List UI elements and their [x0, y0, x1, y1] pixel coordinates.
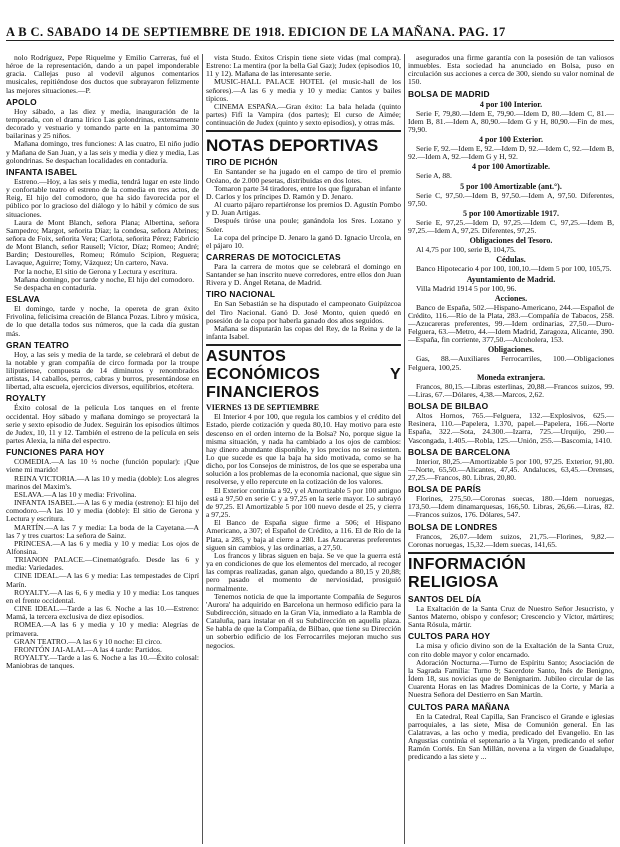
paragraph: CINEMA ESPAÑA.—Gran éxito: La bala helada (quinto partes) Fifí la Vampira (dos partes); El curso de Aimée; continuación de Judex (quinto y sexto episodios), y otras más. — [206, 101, 401, 128]
divider — [206, 344, 401, 346]
quote-line: Serie F, 92.—Idem E, 92.—Idem D, 92.—Idem C, 92.—Idem B, 92.—Idem A, 92.—Idem G y H, 92. — [408, 144, 614, 162]
listing-item: FRONTÓN JAI-ALAI.—A las 4 tarde: Partidos. — [14, 644, 162, 654]
listing-item: COMEDIA.—A las 10 ½ noche (función popular): ¡Que viene mi marido! — [6, 457, 199, 475]
section-heading: BOLSA DE LONDRES — [408, 521, 498, 532]
paragraph: Hoy sábado, a las diez y media, inauguración de la temporada, con el drama lírico Las golondrinas, extensamente decorado y vestuario y tomando parte en la pantomima 30 bailarinas y 25 niños. — [6, 106, 199, 141]
section-heading: TIRO DE PICHÓN — [206, 157, 278, 168]
header-text: A B C. SABADO 14 DE SEPTIEMBRE DE 1918. EDICION DE LA MAÑANA. PAG. 17 — [6, 25, 506, 39]
listing-item: CINE IDEAL.—A las 6 y media: Las tempestades de Ciprí Marín. — [6, 571, 199, 589]
paragraph: Adoración Nocturna.—Turno de Espíritu Santo; Asociación de la Sagrada Familia: Turno 9; Sacerdote Santo, Inés de Benigno, Ídem 18, sus novicias que de Benignarim. Jubileo circular de las Cuarenta Horas en las Madres Dominicas de la Corte, y María a Nuestra Señora del Destierro en San Martín. — [408, 657, 614, 700]
quote-line: Al 4,75 por 100, serie B, 104,75. — [416, 245, 516, 255]
quote-line: Gas, 88.—Auxiliares Ferrocarriles, 100.—Obligaciones Felguera, 100,25. — [408, 354, 614, 372]
section-heading: CARRERAS DE MOTOCICLETAS — [206, 251, 341, 262]
paragraph: Tomaron parte 34 tiradores, entre los que figuraban el infante D. Carlos y los príncipes D. Ramón y D. Jenaro. — [206, 183, 401, 201]
section-heading: BOLSA DE PARÍS — [408, 484, 482, 495]
section-heading: CULTOS PARA MAÑANA — [408, 701, 510, 712]
listing-item: REINA VICTORIA.—A las 10 y media (doble): Los alegres marinos del Maxim's. — [6, 473, 199, 491]
paragraph: Laura de Mont Blanch, señora Plana; Albertina, señora Sampedro; Margot, señorita Díaz; la condesa, señora Abrines; señora de Foix, señorita Vera; Carlota, señorita Pérez; Fabricio de Mont Blanch, señor Rausell; Víctor, Díaz; Romeo; André; Bardin; Destourelles, Romeu; Rómulo Scipion, Reguera; Lavaque, Aguirre; Tomy, Vázquez; Un cartero, Nava. — [6, 217, 199, 268]
paragraph: Mañana domingo, tres funciones: A las cuatro, El niño judío y Mañana de San Juan, y a las seis y media y diez y media, Las golondrinas. Se despachan localidades en contaduría. — [6, 139, 199, 165]
section-heading: TIRO NACIONAL — [206, 289, 276, 300]
section-heading: ESLAVA — [6, 294, 40, 305]
section-heading: SANTOS DEL DÍA — [408, 593, 482, 604]
paragraph: vista Studo. Éxitos Crispin tiene siete vidas (mal compra). Estreno: La mentira (por la bella Gal Gaz); Judex (episodios 10, 11 y 12). Mañana de las interesante serie. — [206, 54, 401, 79]
paragraph: MUSIC-HALL PALACE HOTEL (el music-hall de los señores).—A las 6 y media y 10 y media: Cantos y bailes típicos. — [206, 77, 401, 103]
paragraph: Se despacha en contaduría. — [14, 282, 97, 292]
quote-line: Serie E, 97,25.—Idem D, 97,25.—Idem C, 97,25.—Idem B, 97,25.—Idem A, 97,25. Diferentes, 97,25. — [408, 217, 614, 236]
quote-line: Serie A, 88. — [416, 171, 452, 181]
quote-heading: 5 por 100 Amortizable 1917. — [462, 208, 560, 218]
section-heading: INFANTA ISABEL — [6, 166, 78, 177]
quote-heading: Obligaciones. — [487, 345, 534, 355]
section-heading: BOLSA DE BILBAO — [408, 401, 489, 412]
quote-line: Banco Hipotecario 4 por 100, 100,10.—Idem 5 por 100, 105,75. — [416, 264, 612, 274]
listing-item: INFANTA ISABEL.—A las 6 y media (estreno): El hijo del comodoro.—A las 10 y media (doble): El sitio de Gerona y Lectura y escritura. — [6, 498, 199, 524]
paragraph: Éxito colosal de la película Los tanques en el frente occidental. Hoy sábado y mañana domingo se proyectará la serie y sexto episodio de Judex. Seguirán los episodios últimos de Judex, 10, 11 y 12. También el estreno de la película en seis partes Alexia, la niña del espectro. — [6, 403, 199, 446]
quote-heading: 4 por 100 Amortizable. — [471, 162, 551, 172]
section-heading: APOLO — [6, 96, 37, 107]
listing-item: GRAN TEATRO.—A las 6 y 10 noche: El circo. — [14, 636, 162, 646]
listing-item: CINE IDEAL.—Tarde a las 6. Noche a las 10.—Estreno: Mamá, la tercera exclusiva de diez episodios. — [6, 604, 199, 622]
quote-line: Serie C, 97,50.—Idem B, 97,50.—Idem A, 97,50. Diferentes, 97,50. — [408, 190, 614, 208]
paragraph: Los francos y libras siguen en baja. Se ve que la guerra está ya en condiciones de que los elementos del mercado, al recoger las compras realizadas, ganan algo, quedando a 80,15 y 20,88; pero pasado el momento de nerviosidad, prosiguió normalmente. — [206, 550, 401, 593]
paragraph: Al cuarto pájaro repartiéronse los premios D. Agustín Pombo y D. Juan Artigas. — [206, 200, 401, 218]
column-divider — [404, 54, 405, 844]
paragraph: nolo Rodríguez, Pepe Riquelme y Emilio Carreras, fué el héroe de la representación, dando a un papel imponderable gracia. Callejas puso al vodevil algunos comentarios musicales, repitiéndose dos ductos que subrayaron felizmente las mejores situaciones.—P. — [6, 54, 199, 95]
paragraph: En Santander se ha jugado en el campo de tiro el premio Océano, de 2.000 pesetas, distribuidas en dos lotes. — [206, 167, 401, 185]
paragraph: En San Sebastián se ha disputado el campeonato Guipúzcoa del Tiro Nacional. Ganó D. José Monto, quien quedó en posesión de la copa por haberla ganado dos años seguidos. — [206, 299, 401, 325]
paragraph: La Exaltación de la Santa Cruz de Nuestro Señor Jesucristo, y Santos Materno, obispo y confesor; Crescencio y Víctor, mártires; Santa Rósula, mártir. — [408, 603, 614, 630]
paragraph: Para la carrera de motos que se celebrará el domingo en Santander se han inscrito nueve corredores, entre ellos don Juan Rivera y D. Ángel Retana, de Madrid. — [206, 261, 401, 288]
quote-line: Interior, 80,25.—Amortizable 5 por 100, 97,25. Exterior, 91,80.—Norte, 65,50.—Alicantes, 47,45. Andaluces, 63,45.—Orenses, 27,25.—Francos, 80. Libras, 20,80. — [408, 456, 614, 482]
section-heading: BOLSA DE MADRID — [408, 88, 490, 99]
section-heading: GRAN TEATRO — [6, 339, 69, 350]
paragraph: El domingo, tarde y noche, la opereta de gran éxito Frivolina, felicísima creación de Blanca Pozas. Libro y música, de lo que detalla todos sus números, que la cada día gustan más. — [6, 304, 199, 338]
quote-line: Villa Madrid 1914 5 por 100, 96. — [416, 283, 517, 293]
divider — [206, 130, 401, 132]
quote-heading: Ayuntamiento de Madrid. — [466, 274, 556, 284]
quote-line: Francos, 80,15.—Libras esterlinas, 20,88.—Francos suizos, 99.—Liras, 67.—Dólares, 4,38.—Marcos, 2,62. — [408, 381, 614, 399]
listing-item: ROYALTY.—Tarde a las 6. Noche a las 10.—Éxito colosal: Maniobras de tanques. — [6, 653, 199, 671]
paragraph: El Exterior continúa a 92, y el Amortizable 5 por 100 antiguo está a 97,50 en serie C y a 97,25 en la serie mayor. Lo subrayó de 97,25. El Amortizable 5 por 100 nuevo desde el 25, y cierra a 97,25. — [206, 485, 401, 520]
column-theater — [6, 54, 199, 847]
paragraph: Tenemos noticia de que la importante Compañía de Seguros 'Aurora' ha adquirido en Barcelona un hermoso edificio para la Subdirección, situado en la Gran Vía, inmediato a la Rambla de Cataluña, para instalar en él su Subdirección en aquella plaza. Se habla de que la Compañía, de Bilbao, que tiene su Dirección un soberbio edificio de los Ferrocarriles mejoran mucho sus negocios. — [206, 591, 401, 650]
quote-heading: 4 por 100 Exterior. — [479, 135, 543, 145]
quote-heading: Acciones. — [494, 293, 528, 303]
listing-item: TRIANON PALACE.—Cinematógrafo. Desde las 6 y media: Variedades. — [6, 555, 199, 573]
page-header — [6, 24, 614, 41]
paragraph: En la Catedral, Real Capilla, San Francisco el Grande e iglesias parroquiales, a las siete, Misa de Comunión general. En las Calatravas, a las ocho y media, predicado del Evangelio. En las Angustias continúa el septenario a la Virgen, predicando el señor Ramón Cortés. En San Millán, novena a la virgen de Guadalupe, predicando a las siete y ... — [408, 711, 614, 762]
divider — [408, 552, 614, 554]
paragraph: La copa del príncipe D. Jenaro la ganó D. Ignacio Urcola, en el pájaro 10. — [206, 232, 401, 250]
finance-date: VIERNES 13 DE SEPTIEMBRE — [206, 403, 320, 413]
listing-item: MARTÍN.—A las 7 y media: La boda de la Cayetana.—A las 7 y tres cuartos: La señora de Sainz. — [6, 522, 199, 540]
listing-item: ROYALTY.—A las 6, 6 y media y 10 y media: Los tanques en el frente occidental. — [6, 587, 199, 605]
quote-line: Serie F, 79,80.—Idem E, 79,90.—Idem D, 80.—Idem C, 81.—Idem B, 81.—Idem A, 80,90.—Idem G y H, 80,90.—Fin de mes, 79,90. — [408, 108, 614, 134]
paragraph: Mañana domingo, por tarde y noche, El hijo del comodoro. — [14, 274, 195, 284]
listing-item: ROMEA.—A las 6 y media y 10 y media: Alegrías de primavera. — [6, 620, 199, 638]
paragraph: asegurados una firme garantía con la posesión de tan valiosos inmuebles. Esta sociedad ha anunciado en Bolsa, puso en circulación sus acciones a cerca de 300, siendo su valor nominal de 150. — [408, 54, 614, 87]
finance-title: ASUNTOS ECONÓMICOS Y FINANCIEROS — [206, 348, 401, 402]
paragraph: El Banco de España sigue firme a 506; el Hispano Americano, a 307; el Español de Crédito, a 116. El de Río de la Plata, a 285, y baja al cierre a 280. Las Azucareras preferentes siguen sin cambios, y las ordinarias, a 27,50. — [206, 518, 401, 552]
sports-title: NOTAS DEPORTIVAS — [206, 136, 379, 156]
paragraph: Hoy, a las seis y media de la tarde, se celebrará el debut de la notable y gran compañía de circo formada por la troupe liliputiense, compuesta de 14 diminutos y renombrados artistas, 14 caballos, perros, cabras y burros, presentándose en libertad, alta escuela, ejercicios diversos, equilibrios, etcétera. — [6, 349, 199, 392]
section-heading: ROYALTY — [6, 393, 47, 404]
column-sports-finance — [206, 54, 401, 847]
column-bolsa-religion — [408, 54, 614, 847]
paragraph: Mañana se disputarán las copas del Rey, de la Reina y de la infanta Isabel. — [206, 323, 401, 342]
section-heading: CULTOS PARA HOY — [408, 631, 491, 642]
quote-heading: Cédulas. — [496, 255, 526, 265]
quote-line: Florines, 275,50.—Coronas suecas, 180.—Idem noruegas, 173,50.—Idem dinamarquesas, 166,50. Libras, 26,66.—Liras, 82.—Francos suizos, 176. Dólares, 547. — [408, 494, 614, 520]
quote-heading: Obligaciones del Tesoro. — [469, 236, 553, 246]
quote-heading: Moneda extranjera. — [477, 372, 545, 382]
religion-title: INFORMACIÓN RELIGIOSA — [408, 555, 526, 591]
paragraph: Por la noche, El sitio de Gerona y Lectura y escritura. — [14, 266, 178, 276]
quote-heading: 5 por 100 Amortizable (ant.°). — [460, 181, 562, 191]
section-heading: FUNCIONES PARA HOY — [6, 447, 105, 458]
paragraph: Estreno.—Hoy, a las seis y media, tendrá lugar en este lindo y confortable teatro el estreno de la comedia en tres actos, de Reig, El hijo del comodoro, que ha sido favorecida por el público por lo gracioso del diálogo y lo hábil y cómico de sus situaciones. — [6, 176, 199, 219]
column-divider — [202, 54, 203, 844]
paragraph: Después tiróse una poule; ganándola los Sres. Lozano y Soler. — [206, 216, 401, 234]
quote-line: Francos, 26,07.—Idem suizos, 21,75.—Florines, 9,82.—Coronas noruegas, 15,32.—Idem suecas, 141,65. — [408, 531, 614, 549]
section-heading: BOLSA DE BARCELONA — [408, 446, 511, 457]
listing-item: PRINCESA.—A las 6 y media y 10 y media: Los ojos de Alfonsina. — [6, 538, 199, 556]
quote-line: Banco de España, 502.—Hispano-Americano, 244.—Español de Crédito, 116.—Río de la Plata, 283.—Compañía de Tabacos, 258.—Azucareras preferentes, 99.—Idem ordinarias, 27,50.—Duro-Felguera, 63.—Metro, 44.—Idem Madrid, Zaragoza, Alicante, 390.—España, fin corriente, 377,50.—Alcoholera, 153. — [408, 302, 614, 345]
paragraph: La misa y oficio divino son de la Exaltación de la Santa Cruz, con rito doble mayor y color encarnado. — [408, 641, 614, 659]
listing-item: ESLAVA.—A las 10 y media: Frivolina. — [14, 489, 137, 499]
quote-heading: 4 por 100 Interior. — [479, 99, 543, 109]
quote-line: Altos Hornos, 765.—Felguera, 132.—Explosivos, 625.—Resinera, 110.—Papelera, 1.370, papel.—Papelera, 166.—Norte España, 322.—Sota, 24.300.—Izarra, 725.—Urquijo, 290.—Vascongada, 1.405.—Robla, 125.—Unión, 255.—Bascomia, 1410. — [408, 411, 614, 445]
listings — [6, 458, 199, 670]
paragraph: El Interior 4 por 100, que regula los cambios y el crédito del Estado, pierde cotización y queda 80,10. Hay motivo para este descenso en el orden interno de la Bolsa? No, porque sigue la misma situación, y nada ha cambiado a los ojos de cambios: hay dinero abundante disponible, y los precios no se resienten. Lo que sucede es que la baja ha sido motivada, como se ha dicho, por los Consejos de ministros, de los que se esperaba una solución a los problemas de la economía nacional, que sigue sin resolverse, y ello repercute en la cotización de los valores. — [206, 412, 401, 487]
